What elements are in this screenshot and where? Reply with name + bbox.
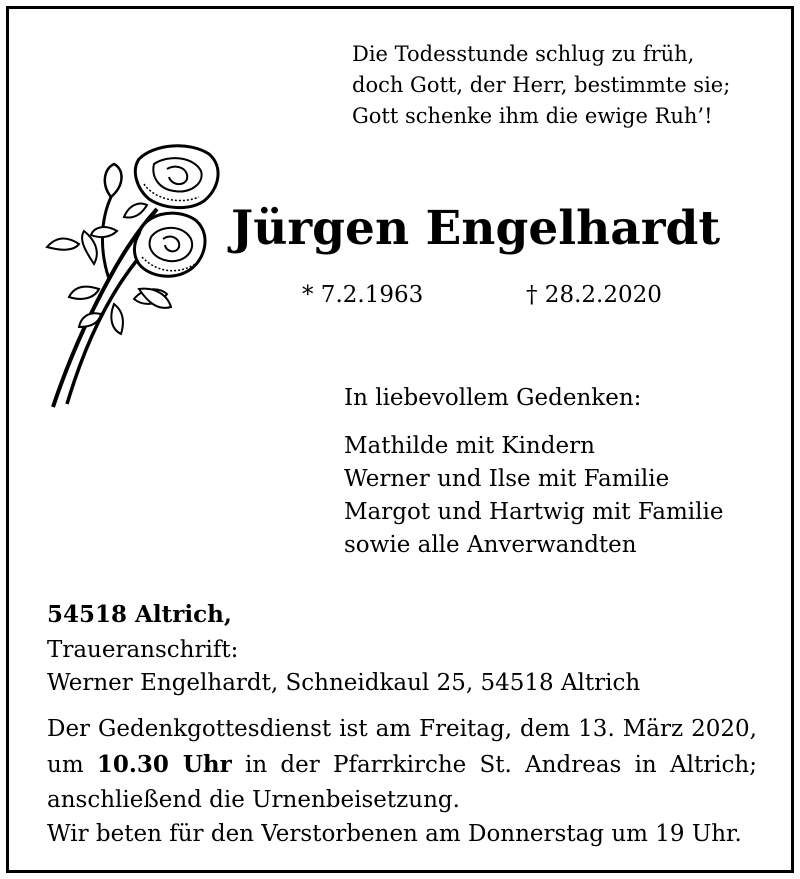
address-label: Traueranschrift: (47, 637, 239, 663)
service-time: 10.30 Uhr (96, 751, 232, 778)
rose-leaf (47, 238, 79, 249)
rose-bloom (134, 213, 205, 276)
birth-date: * 7.2.1963 (302, 282, 424, 308)
rose-leaf (69, 287, 99, 299)
place: 54518 Altrich, (47, 601, 232, 628)
memorial-service-info (47, 712, 757, 818)
mourner-entry: Werner und Ilse mit Familie (344, 466, 670, 492)
mourner-entry: sowie alle Anverwandten (344, 532, 637, 558)
poem-line: Die Todesstunde schlug zu früh, (352, 42, 695, 66)
rose-stem (102, 197, 111, 279)
memorial-poem (352, 39, 772, 132)
rose-leaf (91, 227, 117, 237)
deceased-name: Jürgen Engelhardt (231, 201, 721, 256)
rose-leaf (111, 304, 123, 334)
obituary-notice (6, 6, 794, 873)
prayer-info: Wir beten für den Verstorbenen am Donnerstag um 19 Uhr. (47, 821, 742, 847)
mourner-entry: Margot und Hartwig mit Familie (344, 499, 724, 525)
address-line: Werner Engelhardt, Schneidkaul 25, 54518 Altrich (47, 670, 641, 696)
poem-line: doch Gott, der Herr, bestimmte sie; (352, 73, 731, 97)
poem-line: Gott schenke ihm die ewige Ruh’! (352, 104, 713, 128)
mourner-entry: Mathilde mit Kindern (344, 433, 595, 459)
mourners-list (344, 430, 723, 562)
rose-illustration (39, 139, 229, 409)
service-text: Der Gedenkgottesdienst ist am Freitag, dem 13. März 2020, um (47, 716, 757, 778)
rose-bud (105, 164, 122, 197)
mourners-heading: In liebevollem Gedenken: (344, 385, 642, 411)
service-text: in der Pfarrkirche St. Andreas in Altrich; anschließend die Urnenbeisetzung. (47, 752, 757, 813)
rose-bloom (135, 146, 218, 208)
death-date: † 28.2.2020 (526, 282, 662, 308)
rose-leaf (124, 204, 147, 218)
mourning-address (47, 634, 640, 700)
